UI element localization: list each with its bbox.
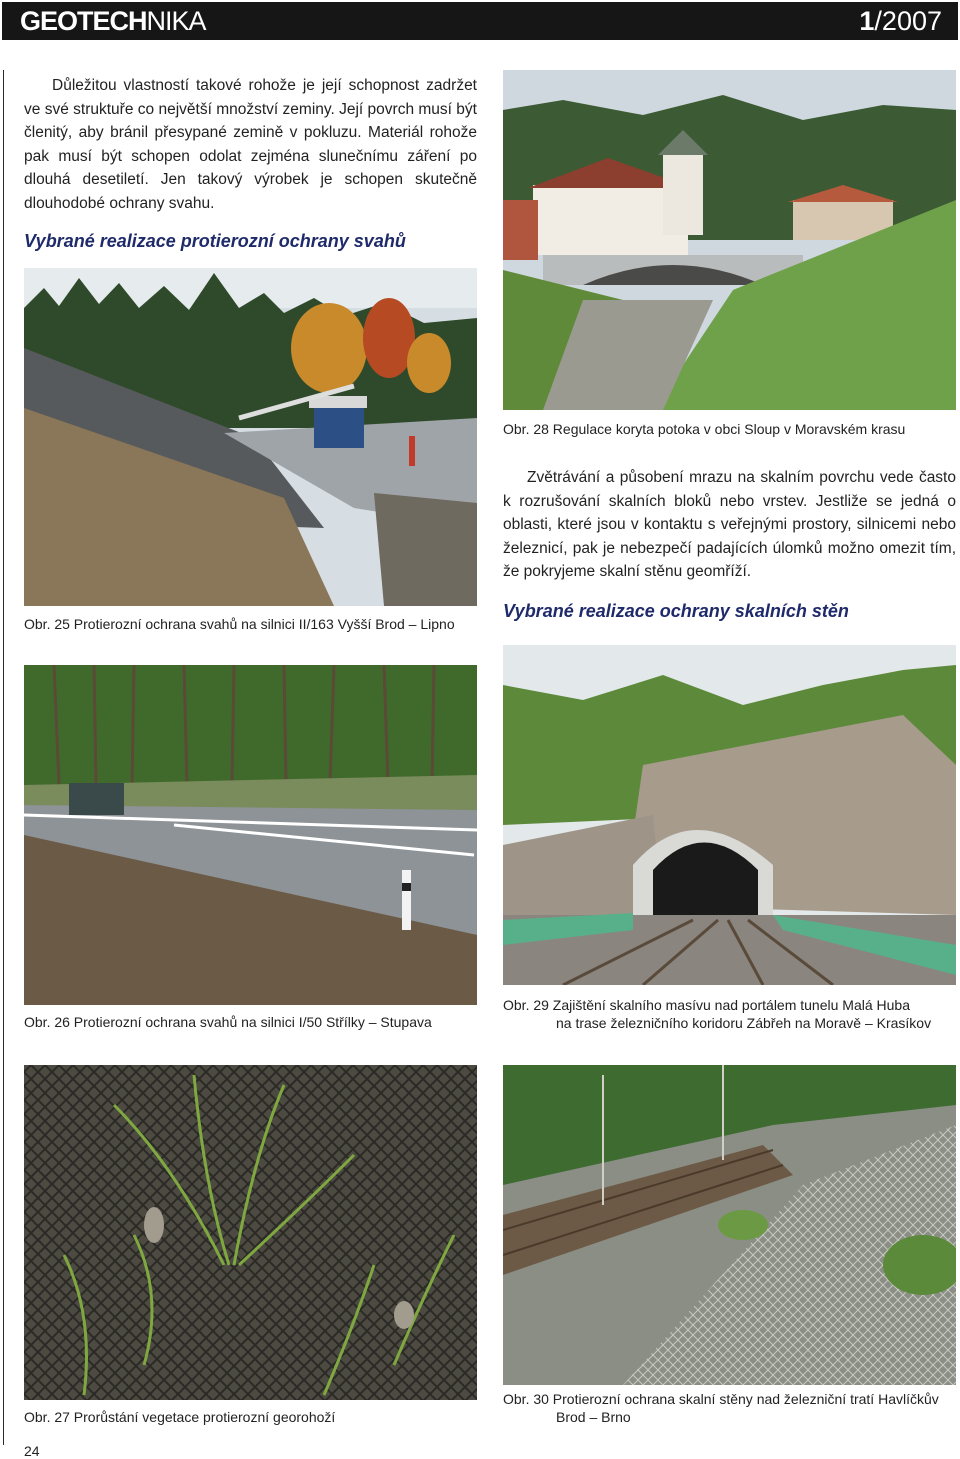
photo-obr25-slope-road (24, 268, 477, 606)
left-margin-rule (3, 70, 4, 1445)
caption-obr30-line2: Brod – Brno (556, 1409, 631, 1425)
caption-obr25: Obr. 25 Protierozní ochrana svahů na silnici II/163 Vyšší Brod – Lipno (24, 616, 455, 632)
caption-obr26: Obr. 26 Protierozní ochrana svahů na silnici I/50 Střílky – Stupava (24, 1014, 432, 1030)
heading-rock-wall-protection: Vybrané realizace ochrany skalních stěn (503, 601, 849, 621)
caption-obr27: Obr. 27 Prorůstání vegetace protierozní georohoží (24, 1409, 336, 1425)
photo-obr30-rock-wall-railway (503, 1065, 956, 1385)
caption-obr28: Obr. 28 Regulace koryta potoka v obci Sloup v Moravském krasu (503, 421, 906, 437)
rock-wall-paragraph: Zvětrávání a působení mrazu na skalním povrchu vede často k rozrušování skalních bloků nebo vrstev. Jestliže se jedná o oblasti, které jsou v kontaktu s veřejnými prostory, silnicemi nebo železnicí, pak je nebezpečí padajících úlomků možno omezit tím, že pokryjeme skalní stěnu geomříží. (503, 469, 956, 580)
photo-obr27-vegetation-mat (24, 1065, 477, 1400)
issue-label: 1/2007 (859, 6, 942, 36)
photo-obr26-road-slope (24, 665, 477, 1005)
caption-obr29 (503, 996, 931, 1032)
caption-obr29-line2: na trase železničního koridoru Zábřeh na Moravě – Krasíkov (556, 1015, 932, 1031)
photo-obr28-stream-bridge (503, 70, 956, 410)
magazine-logo: GEOTECHNIKA (20, 6, 206, 36)
heading-slope-protection: Vybrané realizace protierozní ochrany svahů (24, 231, 406, 251)
page-number: 24 (24, 1443, 40, 1459)
caption-obr30 (503, 1390, 939, 1426)
intro-paragraph: Důležitou vlastností takové rohože je její schopnost zadržet ve své struktuře co největší množství zeminy. Její povrch musí být členitý, aby bránil přesypané zemině v pokluzu. Materiál rohože pak musí být schopen odolat zejména slunečnímu záření po dlouhá desetiletí. Jen takový výrobek je schopen skutečně dlouhodobé ochrany svahu. (24, 77, 477, 212)
page-header (2, 2, 958, 40)
caption-obr30-line1: Obr. 30 Protierozní ochrana skalní stěny nad železniční tratí Havlíčkův (503, 1391, 939, 1407)
caption-obr29-line1: Obr. 29 Zajištění skalního masívu nad portálem tunelu Malá Huba (503, 997, 910, 1013)
photo-obr29-tunnel-portal (503, 645, 956, 985)
